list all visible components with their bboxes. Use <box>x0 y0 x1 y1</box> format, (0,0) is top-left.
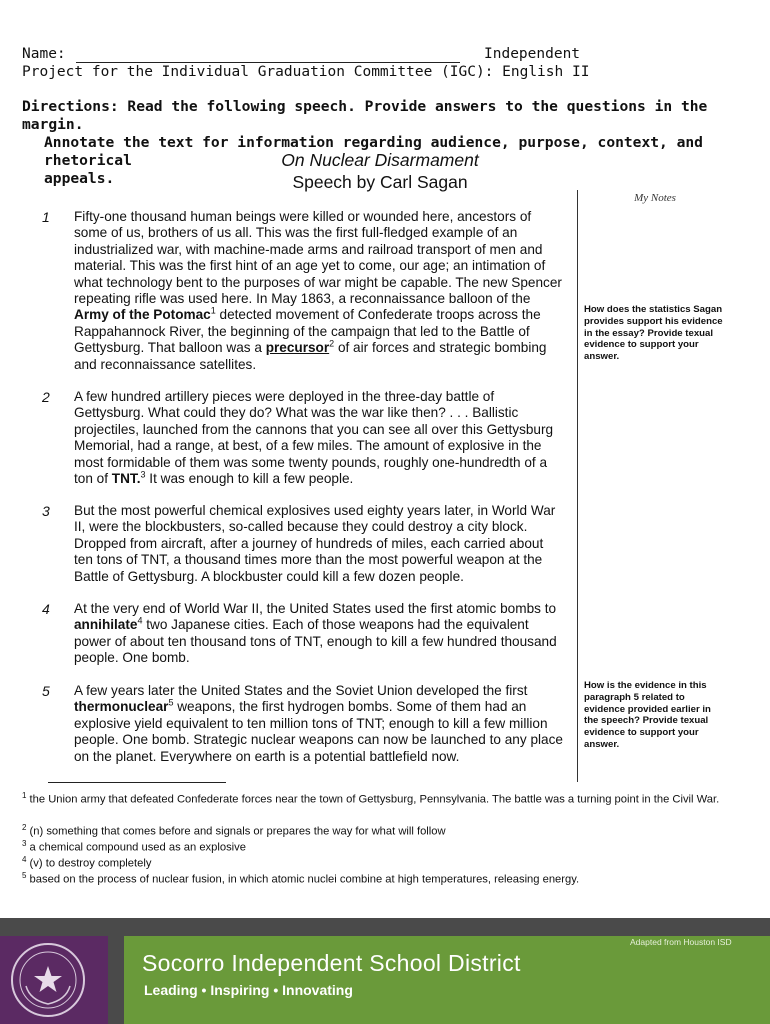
paragraph-number-2: 2 <box>42 389 50 405</box>
footer-separator <box>108 936 124 1024</box>
paragraph-3: But the most powerful chemical explosives used eighty years later, in World War II, were the blockbusters, so-called because they could destroy a city block. Dropped from aircraft, after a journey of hundreds of miles, each carried about ten tons of TNT, a thousand times more than the most powerful weapon at the Battle of Gettysburg. A blockbuster could kill a few dozen people. <box>74 503 556 584</box>
footnote-3-num: 3 <box>22 839 27 848</box>
directions-line-1: Directions: Read the following speech. Provide answers to the questions in the margin. <box>22 98 708 133</box>
p5-text-d: weapons, the first hydrogen bombs. Some of them had an explosive yield equivalent to ten million tons of TNT; enough to kill a few million people. One bomb. Strategic nuclear weapons can now be launched to any place on the planet. Everywhere on earth is a potential battlefield now. <box>74 699 563 764</box>
footnote-1-num: 1 <box>22 791 27 800</box>
paragraph-number-4: 4 <box>42 601 50 617</box>
p5-term-thermonuclear: thermonuclear <box>74 699 169 715</box>
directions-line-2: Annotate the text for information regarding audience, purpose, context, and rhetorical <box>44 134 703 169</box>
p5-footnote-ref-5: 5 <box>168 697 174 708</box>
footnote-4-text: (v) to destroy completely <box>26 857 152 870</box>
footnote-5-text: based on the process of nuclear fusion, in which atomic nuclei combine at high temperatures, releasing energy. <box>26 873 580 886</box>
speech-title: On Nuclear Disarmament <box>281 150 479 170</box>
district-seal-icon <box>8 940 88 1020</box>
footnote-rule <box>48 782 226 783</box>
footnote-1-text: the Union army that defeated Confederate forces near the town of Gettysburg, Pennsylvania. The battle was a turning point in the Civil War. <box>26 793 720 806</box>
paragraph-number-3: 3 <box>42 503 50 519</box>
paragraph-number-5: 5 <box>42 683 50 699</box>
p4-term-annihilate: annihilate <box>74 617 138 633</box>
p4-text-a: At the very end of World War II, the United States used the first atomic bombs to <box>74 601 557 616</box>
paragraph-5 <box>74 683 564 765</box>
footnote-1 <box>22 788 752 808</box>
project-title: Project for the Individual Graduation Committee (IGC): English II <box>22 64 590 80</box>
p1-text-a: Fifty-one thousand human beings were killed or wounded here, ancestors of some of us, brothers of us all. This was the first full-fledged example of an industrialized war, with machine-made arms and railroad transport of men and material. This was the first hint of an age yet to come, our age; an intimation of what technology bent to the purposes of war might be capable. The new Spencer repeating rifle was used here. In May 1863, a reconnaissance balloon of the <box>74 209 562 307</box>
name-label: Name: <box>22 46 66 62</box>
p1-term-army: Army of the Potomac <box>74 307 211 323</box>
independent-label: Independent <box>484 46 581 62</box>
p2-term-tnt: TNT. <box>111 471 141 487</box>
speech-subtitle: Speech by Carl Sagan <box>292 172 468 192</box>
my-notes-heading: My Notes <box>634 192 676 204</box>
notes-divider <box>577 190 578 782</box>
footnote-2-text: (n) something that comes before and signals or prepares the way for what will follow <box>26 825 446 838</box>
p2-footnote-ref-3: 3 <box>140 469 146 480</box>
paragraph-1 <box>74 209 564 373</box>
p4-text-d: two Japanese cities. Each of those weapons had the equivalent power of about ten thousand tons of TNT, enough to kill a few hundred thousand people. One bomb. <box>74 617 557 666</box>
district-name: Socorro Independent School District <box>142 950 521 976</box>
footnote-4-num: 4 <box>22 855 27 864</box>
p1-term-precursor: precursor <box>265 340 330 356</box>
p1-footnote-ref-1: 1 <box>210 305 216 316</box>
margin-question-2: How is the evidence in this paragraph 5 related to evidence provided earlier in the speech? Provide texual evidence to support your answer. <box>584 680 711 750</box>
paragraph-2 <box>74 389 564 487</box>
footnote-5 <box>22 868 752 888</box>
paragraph-4 <box>74 601 564 667</box>
p2-text-d: It was enough to kill a few people. <box>145 471 354 487</box>
name-blank-line[interactable] <box>76 62 460 63</box>
p1-text-d: detected movement of Confederate troops across the Rappahannock River, the beginning of the campaign that led to the Battle of Gettysburg. That balloon was a <box>74 307 541 356</box>
footnote-2-num: 2 <box>22 823 27 832</box>
directions-line-3: appeals. <box>44 170 115 187</box>
p2-text-a: A few hundred artillery pieces were deployed in the three-day battle of Gettysburg. What could they do? What was the war like then? . . . Ballistic projectiles, launched from the cannons that you can see all over this Gettysburg Memorial, had a range, at best, of a few miles. The amount of explosive in the most formidable of them was some twenty pounds, roughly one-hundredth of a ton of <box>74 389 554 487</box>
adapted-credit: Adapted from Houston ISD <box>630 937 732 947</box>
p5-text-a: A few years later the United States and the Soviet Union developed the first <box>74 683 528 698</box>
p1-text-g: of air forces and strategic bombing and reconnaissance satellites. <box>74 340 547 372</box>
p4-footnote-ref-4: 4 <box>137 615 143 626</box>
footnote-3-text: a chemical compound used as an explosive <box>26 841 246 854</box>
footer-top-bar <box>0 918 770 936</box>
p1-footnote-ref-2: 2 <box>329 338 335 349</box>
margin-question-1: How does the statistics Sagan provides support his evidence in the essay? Provide texual evidence to support your answer. <box>584 304 723 363</box>
paragraph-number-1: 1 <box>42 209 50 225</box>
district-tagline: Leading • Inspiring • Innovating <box>144 982 353 998</box>
footnote-5-num: 5 <box>22 871 27 880</box>
